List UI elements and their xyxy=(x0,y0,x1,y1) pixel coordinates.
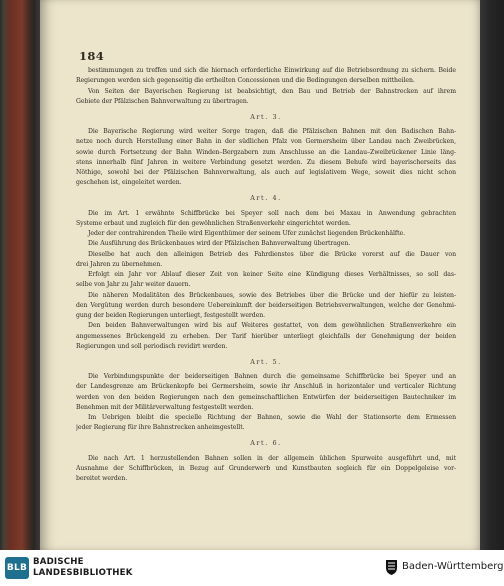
text-line: der Landesgrenze am Brückenkopfe bei Germersheim, sowie ihr Anschluß in horizontaler und verticaler Richtung xyxy=(76,383,456,391)
article-heading: Art. 4. xyxy=(250,194,282,203)
text-line: Gebiete der Pfälzischen Bahnverwaltung zu übertragen. xyxy=(76,97,249,105)
text-line: den Vergütung werden durch besondere Uebereinkunft der beiderseitigen Betriebsverwaltungen, welche der Genehmi- xyxy=(76,301,456,309)
text-line: Die Bayerische Regierung wird weiter Sorge tragen, daß die Pfälzischen Bahnen mit den Badischen Bahn- xyxy=(88,128,456,135)
text-line: Benehmen mit der Militärverwaltung festgestellt werden. xyxy=(76,403,254,411)
bw-coat-of-arms-icon xyxy=(385,559,398,576)
text-line: werden von den beiden Regierungen nach den gemeinschaftlichen Entwürfen der beiderseitigen Bautechniker im xyxy=(76,393,456,401)
text-line: Jeder der contrahirenden Theile wird Eigenthümer der seinem Ufer zunächst liegenden Brückenhälfte. xyxy=(88,230,406,237)
text-line: Systeme erbaut und zugleich für den gewöhnlichen Straßenverkehr eingerichtet werden. xyxy=(76,219,351,227)
library-name-line2: LANDESBIBLIOTHEK xyxy=(33,567,133,578)
text-line: Im Uebrigen bleibt die specielle Richtung der Bahnen, sowie die Wahl der Stationsorte dem Ermessen xyxy=(88,414,456,421)
text-line: Regierungen und soll periodisch revidirt werden. xyxy=(76,342,228,350)
blb-logo[interactable]: BLB xyxy=(5,557,29,579)
text-line: Erfolgt ein Jahr vor Ablauf dieser Zeit von keiner Seite eine Kündigung dieses Verhältnisses, so soll das- xyxy=(88,271,456,278)
text-line: Von Seiten der Bayerischen Regierung ist beabsichtigt, den Bau und Betrieb der Bahnstrecken auf ihrem xyxy=(88,87,456,95)
page-number: 184 xyxy=(79,49,105,63)
text-line: Regierungen werden sich gegenseitig die ertheilten Concessionen und die Bedingungen derselben mittheilen. xyxy=(76,77,415,85)
text-line: stens innerhalb fünf Jahren in weitere Verbindung gesetzt werden. Zu diesem Behufe wird bayerischerseits das xyxy=(76,158,456,166)
text-line: Nöthige, sowohl bei der Pfälzischen Bahnverwaltung, als auch auf legislativem Wege, soweit dies nicht schon xyxy=(76,169,456,176)
text-line: Die näheren Modalitäten des Brückenbaues, sowie des Betriebes über die Brücke und der hiefür zu leisten- xyxy=(88,291,456,299)
text-line: Dieselbe hat auch den alleinigen Betrieb des Fahrdienstes über die Brücke vorerst auf die Dauer von xyxy=(88,250,456,258)
article-heading: Art. 3. xyxy=(250,112,282,121)
text-line: Die im Art. 1 erwähnte Schiffbrücke bei Speyer soll nach dem bei Maxau in Anwendung gebrachten xyxy=(88,209,456,217)
text-line: gung der beiden Regierungen unterliegt, festgestellt werden. xyxy=(76,312,266,319)
library-name-line1: BADISCHE xyxy=(33,557,84,567)
text-line: bereitet werden. xyxy=(76,475,128,482)
text-line: angemessenes Brückengeld zu erheben. Der Tarif hierüber unterliegt gleichfalls der Genehmigung der beiden xyxy=(76,332,456,340)
text-line: selbe von Jahr zu Jahr weiter dauern. xyxy=(76,281,191,289)
page-text xyxy=(76,66,456,484)
text-line: Die Ausführung des Brückenbaues wird der Pfälzischen Bahnverwaltung übertragen. xyxy=(88,240,351,248)
article-heading: Art. 6. xyxy=(250,439,282,448)
text-line: Ausnahme der Schiffbrücken, in Bezug auf Grunderwerb und Kunstbauten sogleich für ein Doppelgeleise vor- xyxy=(76,464,456,472)
state-name[interactable]: Baden-Württemberg xyxy=(402,561,504,572)
text-line: bestimmungen zu treffen und sich die hiernach erforderliche Einwirkung auf die Betriebsordnung zu sichern. Beide xyxy=(88,67,456,74)
text-line: Die Verbindungspunkte der beiderseitigen Bahnen durch die gemeinsame Schiffbrücke bei Speyer und an xyxy=(88,373,456,380)
text-line: Die nach Art. 1 herzustellenden Bahnen sollen in der allgemein üblichen Spurweite ausgeführt und, mit xyxy=(88,454,456,462)
text-line: Den beiden Bahnverwaltungen wird bis auf Weiteres gestattet, von dem gewöhnlichen Straßenverkehre ein xyxy=(88,322,456,330)
text-line: jeder Regierung für ihre Bahnstrecken anheimgestellt. xyxy=(76,424,245,432)
library-name[interactable] xyxy=(33,557,133,578)
text-line: geschehen ist, eingeleitet werden. xyxy=(76,179,182,187)
text-line: netze noch durch Herstellung einer Bahn in der südlichen Pfalz von Germersheim über Landau nach Zweibrücken, xyxy=(76,138,456,146)
text-line: sowie durch Fortsetzung der Bahn Winden–Bergzabern zum Anschlusse an die Landau–Zweibrückener Linie läng- xyxy=(76,148,456,156)
text-line: drei Jahren zu übernehmen. xyxy=(76,260,163,268)
article-heading: Art. 5. xyxy=(250,357,282,366)
